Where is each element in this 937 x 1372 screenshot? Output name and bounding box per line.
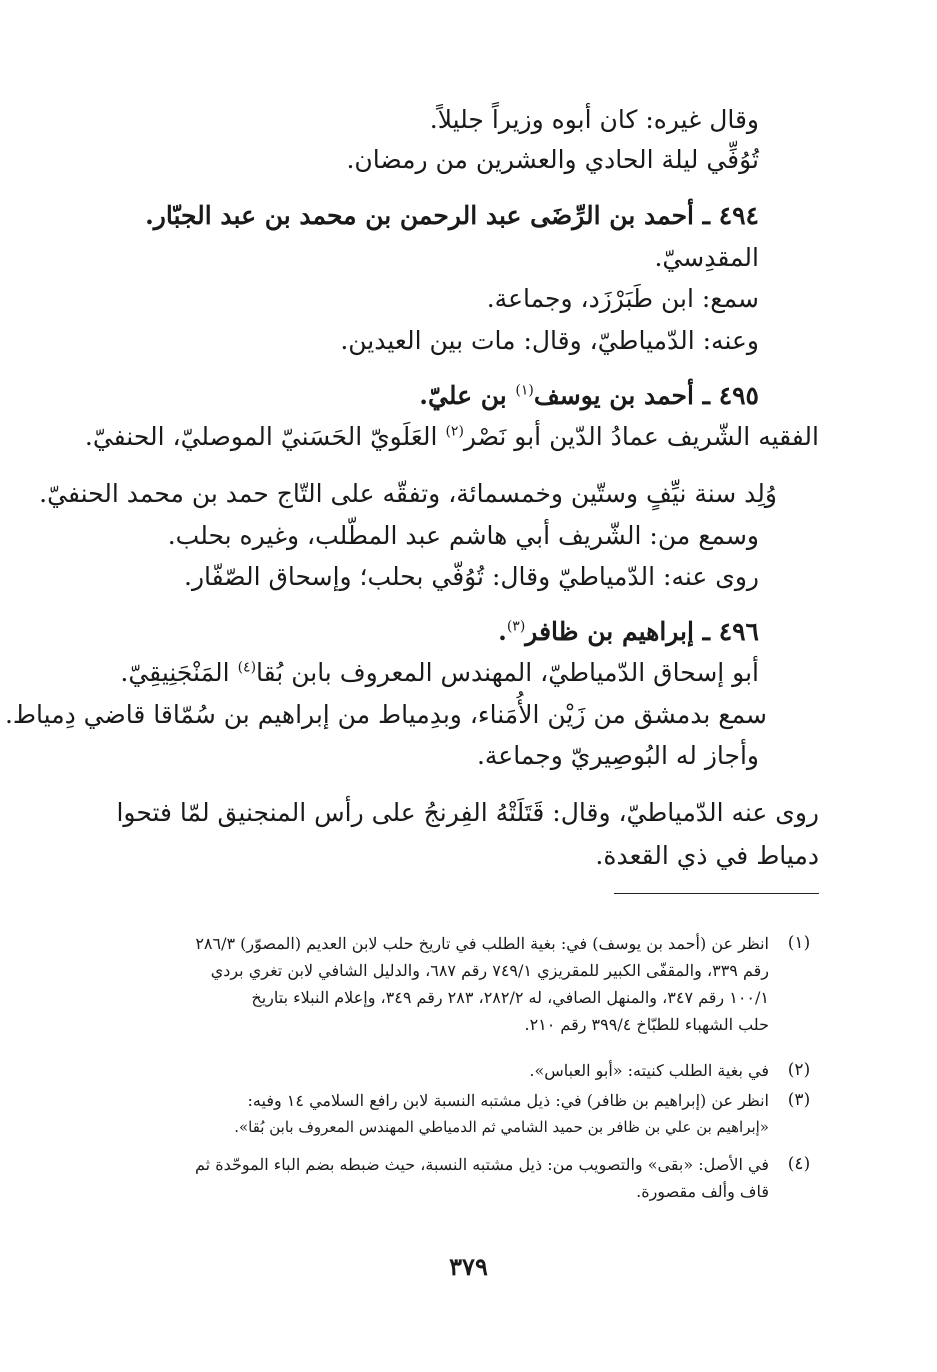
- footnote-number: (٣): [787, 1090, 811, 1110]
- text-line: روى عنه: الدّمياطيّ وقال: تُوُفّي بحلب؛ وإسحاق الصّفّار.: [184, 562, 759, 591]
- entry-heading-494: ٤٩٤ ـ أحمد بن الرِّضَى عبد الرحمن بن محمد بن عبد الجبّار.: [145, 201, 759, 230]
- page-number: ٣٧٩: [449, 1252, 488, 1281]
- text-line: تُوُفِّي ليلة الحادي والعشرين من رمضان.: [346, 145, 759, 174]
- footnote-line: انظر عن (أحمد بن يوسف) في: بغية الطلب في تاريخ حلب لابن العديم (المصوّر) ٢٨٦/٣: [195, 934, 769, 953]
- footnote-1: [109, 930, 769, 1038]
- entry-heading-496: ٤٩٦ ـ إبراهيم بن ظافر$^{(٣)}$.: [498, 617, 759, 646]
- footnote-number: (٤): [787, 1154, 811, 1174]
- text-line: وعنه: الدّمياطيّ، وقال: مات بين العيدين.: [340, 326, 759, 355]
- footnote-line: في بغية الطلب كنيته: «أبو العباس».: [529, 1061, 769, 1080]
- text-line: وقال غيره: كان أبوه وزيراً جليلاً.: [429, 105, 759, 134]
- footnote-line: رقم ٣٣٩، والمقفّى الكبير للمقريزي ٧٤٩/١ رقم ٦٨٧، والدليل الشافي لابن تغري بردي: [210, 961, 769, 980]
- footnote-line: حلب الشهباء للطبّاخ ٣٩٩/٤ رقم ٢١٠.: [524, 1015, 769, 1034]
- footnote-ref-2[interactable]: (٢): [445, 423, 464, 440]
- footnote-3: [109, 1087, 769, 1141]
- text-line: روى عنه الدّمياطيّ، وقال: قَتَلَتْهُ الفِرنجُ على رأس المنجنيق لمّا فتحوا: [116, 798, 819, 827]
- footnote-number: (١): [787, 933, 811, 953]
- text-line: وُلِد سنة نيِّفٍ وستّين وخمسمائة، وتفقّه على التّاج حمد بن محمد الحنفيّ.: [39, 479, 777, 508]
- footnote-4: [109, 1151, 769, 1205]
- text-line: سمع: ابن طَبَرْزَد، وجماعة.: [486, 284, 759, 313]
- footnote-2: [109, 1057, 769, 1084]
- footnote-ref-4[interactable]: (٤): [237, 659, 257, 676]
- footnote-ref-3[interactable]: (٣): [506, 618, 526, 635]
- footnote-line: قاف وألف مقصورة.: [636, 1182, 769, 1201]
- footnote-ref-1[interactable]: (١): [515, 382, 534, 399]
- footnote-line: «إبراهيم بن علي بن ظافر بن حميد الشامي ثم الدمياطي المهندس المعروف بابن بُقا».: [234, 1118, 769, 1136]
- footnote-line: في الأصل: «بقى» والتصويب من: ذيل مشتبه النسبة، حيث ضبطه بضم الباء الموحّدة ثم: [195, 1155, 769, 1174]
- text-line: أبو إسحاق الدّمياطيّ، المهندس المعروف بابن بُقا$^{(٤)}$ المَنْجَنِيقِيّ.: [120, 658, 759, 687]
- entry-heading-495: ٤٩٥ ـ أحمد بن يوسف$^{(١)}$ بن عليّ.: [419, 381, 759, 410]
- footnote-number: (٢): [787, 1060, 811, 1080]
- footnote-line: انظر عن (إبراهيم بن ظافر) في: ذيل مشتبه النسبة لابن رافع السلامي ١٤ وفيه:: [247, 1091, 769, 1110]
- text-line: الفقيه الشّريف عمادُ الدّين أبو نَصْر$^{(٢)}$ العَلَويّ الحَسَنيّ الموصليّ، الحنفيّ.: [84, 422, 819, 451]
- text-line: وسمع من: الشّريف أبي هاشم عبد المطّلب، وغيره بحلب.: [167, 521, 759, 550]
- text-line: سمع بدمشق من زَيْن الأُمَناء، وبدِمياط من إبراهيم بن سُمّاقا قاضي دِمياط.: [4, 700, 767, 729]
- footnote-separator: [614, 893, 819, 894]
- footnote-line: ١٠٠/١ رقم ٣٤٧، والمنهل الصافي، له ٢٨٢/٢، ٢٨٣ رقم ٣٤٩، وإعلام النبلاء بتاريخ: [251, 988, 769, 1007]
- text-line: وأجاز له البُوصِيريّ وجماعة.: [476, 741, 759, 770]
- text-line: دمياط في ذي القعدة.: [595, 841, 819, 870]
- text-line: المقدِسيّ.: [654, 243, 759, 272]
